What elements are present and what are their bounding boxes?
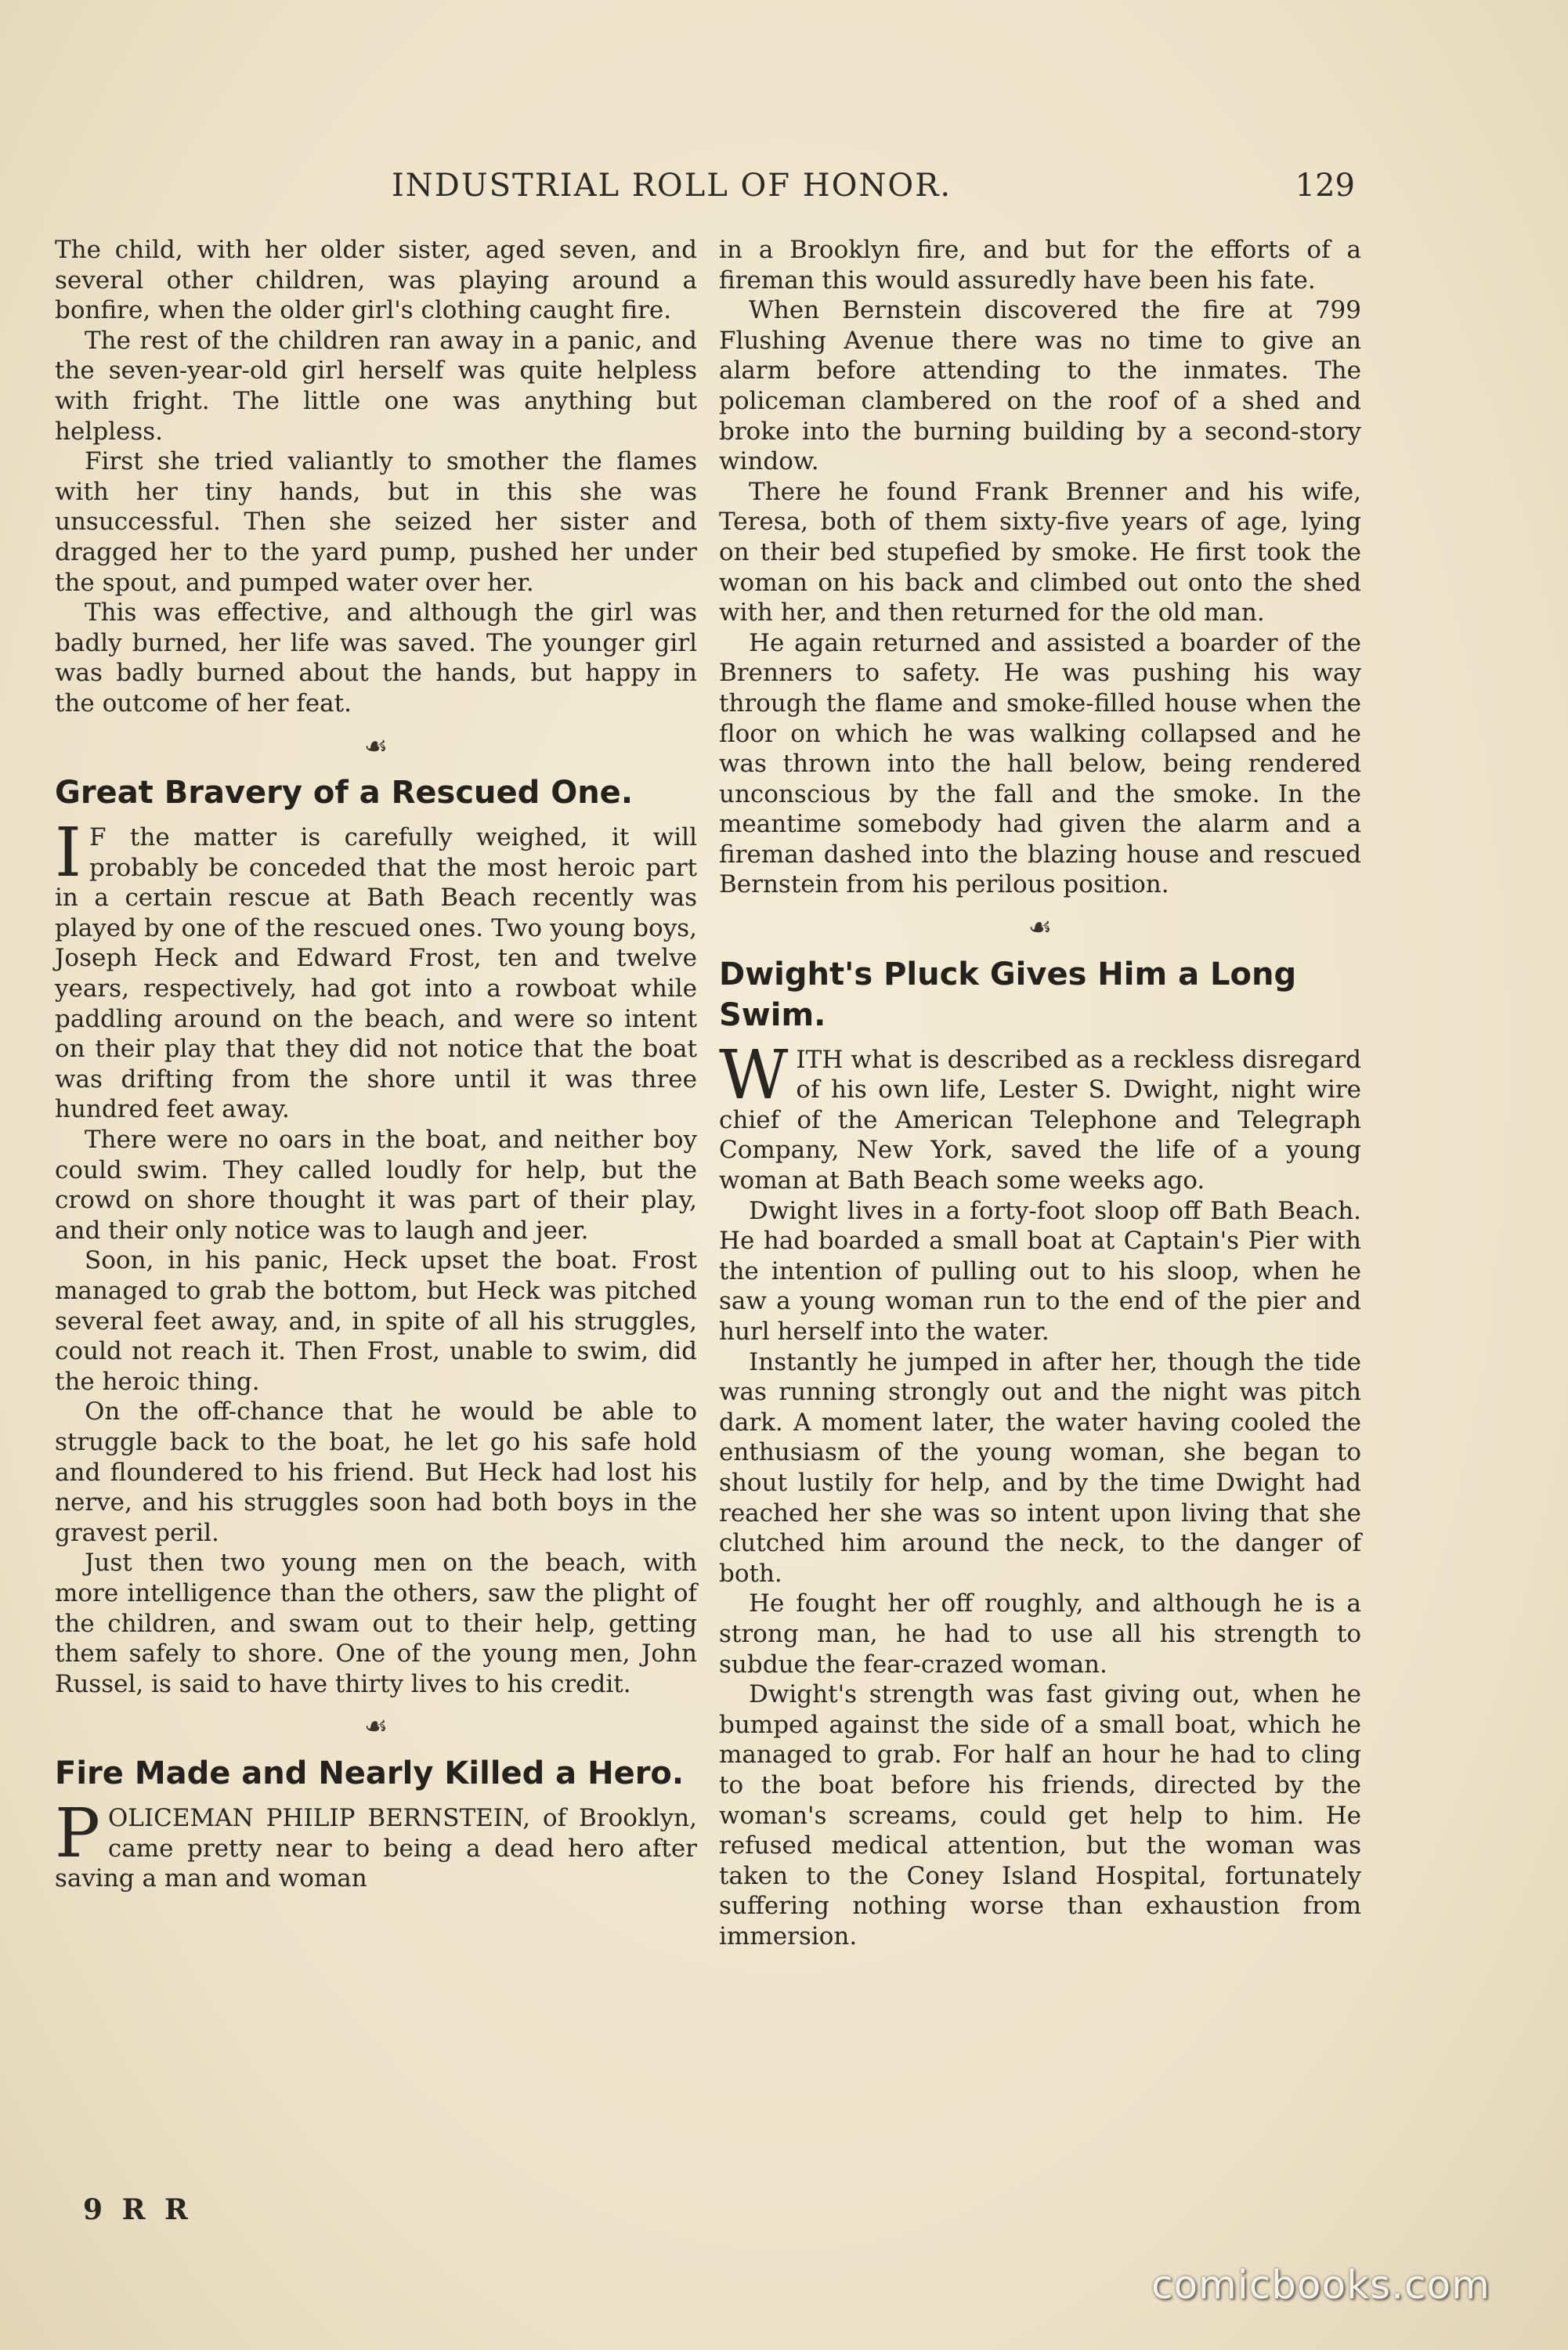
paragraph: I F the matter is carefully weighed, it will probably be conceded that the most heroic part in a certain rescue at Bath Beach recently was played by one of the rescued ones. Two young boys, Joseph Heck and Edward Frost, ten and twelve years, respectively, had got into a rowboat while paddling around on the beach, and were so intent on their play that they did not notice that the boat was drifting from the shore until it was three hundred feet away. xyxy=(55,814,697,1124)
article-heading: Great Bravery of a Rescued One. xyxy=(55,775,634,812)
paragraph: When Bernstein discovered the fire at 799 Flushing Avenue there was no time to give an alarm before attending to the inmates. The policeman clambered on the roof of a shed and broke into the burning building by a second-story window. xyxy=(719,296,1361,476)
paragraph: He fought her off roughly, and although he is a strong man, he had to use all his strength to subdue the fear-crazed woman. xyxy=(719,1589,1361,1679)
right-column xyxy=(719,235,1361,1951)
paragraph: Soon, in his panic, Heck upset the boat. Frost managed to grab the bottom, but Heck was pitched several feet away, and, in spite of all his struggles, could not reach it. Then Frost, unable to swim, did the heroic thing. xyxy=(55,1246,697,1396)
running-head: INDUSTRIAL ROLL OF HONOR. xyxy=(392,168,952,204)
paragraph: There he found Frank Brenner and his wife, Teresa, both of them sixty-five years of age, lying on their bed stupefied by smoke. He first took the woman on his back and climbed out onto the shed with her, and then returned for the old man. xyxy=(719,477,1361,627)
page-header xyxy=(55,168,1355,215)
paragraph: First she tried valiantly to smother the flames with her tiny hands, but in this she was unsuccessful. Then she seized her sister and dragged her to the yard pump, pushed her under the spout, and pumped water over her. xyxy=(55,447,697,597)
paragraph: Dwight lives in a forty-foot sloop off Bath Beach. He had boarded a small boat at Captain's Pier with the intention of pulling out to his sloop, when he saw a young woman run to the end of the pier and hurl herself into the water. xyxy=(719,1196,1361,1346)
drop-cap: I xyxy=(55,814,81,893)
paragraph: Dwight's strength was fast giving out, when he bumped against the side of a small boat, which he managed to grab. For half an hour he had to cling to the boat before his friends, directed by the woman's screams, could get help to him. He refused medical attention, but the woman was taken to the Coney Island Hospital, fortunately suffering nothing worse than exhaustion from immersion. xyxy=(719,1680,1361,1950)
left-column xyxy=(55,235,697,1894)
section-ornament: ☙ xyxy=(1028,912,1053,944)
drop-cap: W xyxy=(719,1036,789,1115)
paragraph: The child, with her older sister, aged seven, and several other children, was playing around a bonfire, when the older girl's clothing caught fire. xyxy=(55,236,697,325)
paragraph: This was effective, and although the girl was badly burned, her life was saved. The younger girl was badly burned about the hands, but happy in the outcome of her feat. xyxy=(55,598,697,718)
drop-cap: P xyxy=(55,1794,100,1873)
paragraph: On the off-chance that he would be able to struggle back to the boat, he let go his safe hold and floundered to his friend. But Heck had lost his nerve, and his struggles soon had both boys in the gravest peril. xyxy=(55,1397,697,1547)
paragraph: POLICEMAN PHILIP BERNSTEIN, of Brooklyn, came pretty near to being a dead hero after saving a man and woman xyxy=(55,1794,697,1893)
paragraph: He again returned and assisted a boarder of the Brenners to safety. He was pushing his way through the flame and smoke-filled house when the floor on which he was walking collapsed and he was thrown into the hall below, being rendered unconscious by the fall and the smoke. In the meantime somebody had given the alarm and a fireman dashed into the blazing house and rescued Bernstein from his perilous position. xyxy=(719,628,1361,899)
watermark: comicbooks.com xyxy=(1151,2262,1490,2308)
paragraph: There were no oars in the boat, and neither boy could swim. They called loudly for help, but the crowd on shore thought it was part of their play, and their only notice was to laugh and jeer. xyxy=(55,1126,697,1245)
paragraph: Instantly he jumped in after her, though the tide was running strongly out and the night was pitch dark. A moment later, the water having cooled the enthusiasm of the young woman, she began to shout lustily for help, and by the time Dwight had reached her she was so intent upon living that she clutched him around the neck, to the danger of both. xyxy=(719,1347,1361,1588)
article-heading: Fire Made and Nearly Killed a Hero. xyxy=(55,1755,685,1791)
paragraph: in a Brooklyn fire, and but for the efforts of a fireman this would assuredly have been his fate. xyxy=(719,236,1361,295)
paragraph: Just then two young men on the beach, with more intelligence than the others, saw the plight of the children, and swam out to their help, getting them safely to shore. One of the young men, John Russel, is said to have thirty lives to his credit. xyxy=(55,1549,697,1698)
paragraph: The rest of the children ran away in a panic, and the seven-year-old girl herself was quite helpless with fright. The little one was anything but helpless. xyxy=(55,326,697,446)
section-ornament: ☙ xyxy=(363,1711,388,1743)
section-ornament: ☙ xyxy=(363,730,388,762)
paragraph: WITH what is described as a reckless disregard of his own life, Lester S. Dwight, night wire chief of the American Telephone and Telegraph Company, New York, saved the life of a young woman at Bath Beach some weeks ago. xyxy=(719,1036,1361,1195)
signature-mark: 9 R R xyxy=(83,2193,193,2226)
page-number: 129 xyxy=(1295,168,1355,204)
article-heading: Dwight's Pluck Gives Him a Long Swim. xyxy=(719,956,1297,1033)
